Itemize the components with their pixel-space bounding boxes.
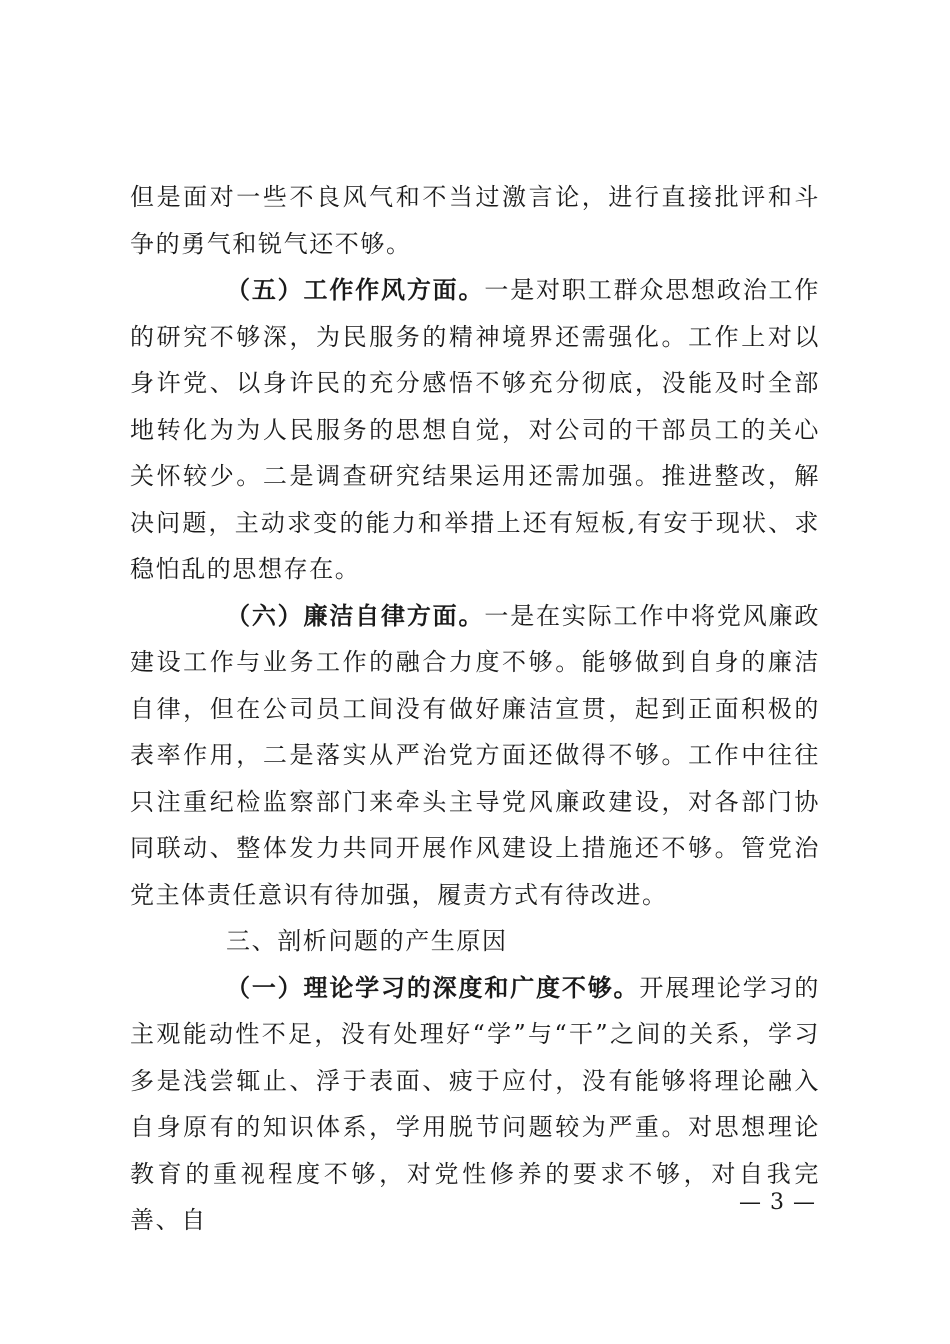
section-heading-causes: 三、剖析问题的产生原因 xyxy=(226,927,508,955)
paragraph-work-style xyxy=(130,267,820,593)
section-lead-theory-study: （一）理论学习的深度和广度不够。 xyxy=(226,972,640,1002)
paragraph-continuation xyxy=(130,174,820,267)
paragraph-integrity xyxy=(130,593,820,919)
section-lead-integrity: （六）廉洁自律方面。 xyxy=(226,600,485,630)
paragraph-theory-study xyxy=(130,965,820,1244)
paragraph-text: 一是在实际工作中将党风廉政建设工作与业务工作的融合力度不够。能够做到自身的廉洁自律，但在公司员工间没有做好廉洁宣贯，起到正面积极的表率作用，二是落实从严治党方面还做得不够。工作中往往只注重纪检监察部门来牵头主导党风廉政建设，对各部门协同联动、整体发力共同开展作风建设上措施还不够。管党治党主体责任意识有待加强，履责方式有待改进。 xyxy=(130,601,820,909)
section-lead-work-style: （五）工作作风方面。 xyxy=(226,275,485,304)
paragraph-text: 一是对职工群众思想政治工作的研究不够深，为民服务的精神境界还需强化。工作上对以身许党、以身许民的充分感悟不够充分彻底，没能及时全部地转化为为人民服务的思想自觉，对公司的干部员工的关心关怀较少。二是调查研究结果运用还需加强。推进整改，解决问题，主动求变的能力和举措上还有短板,有安于现状、求稳怕乱的思想存在。 xyxy=(130,276,820,583)
paragraph-text: 开展理论学习的主观能动性不足，没有处理好“学”与“干”之间的关系，学习多是浅尝辄止、浮于表面、疲于应付，没有能够将理论融入自身原有的知识体系，学用脱节问题较为严重。对思想理论教育的重视程度不够，对党性修养的要求不够，对自我完善、自 xyxy=(130,973,820,1234)
page-number: — 3 — xyxy=(739,1190,816,1215)
paragraph-text: 但是面对一些不良风气和不当过激言论，进行直接批评和斗争的勇气和锐气还不够。 xyxy=(130,183,820,258)
document-body xyxy=(130,174,820,1244)
